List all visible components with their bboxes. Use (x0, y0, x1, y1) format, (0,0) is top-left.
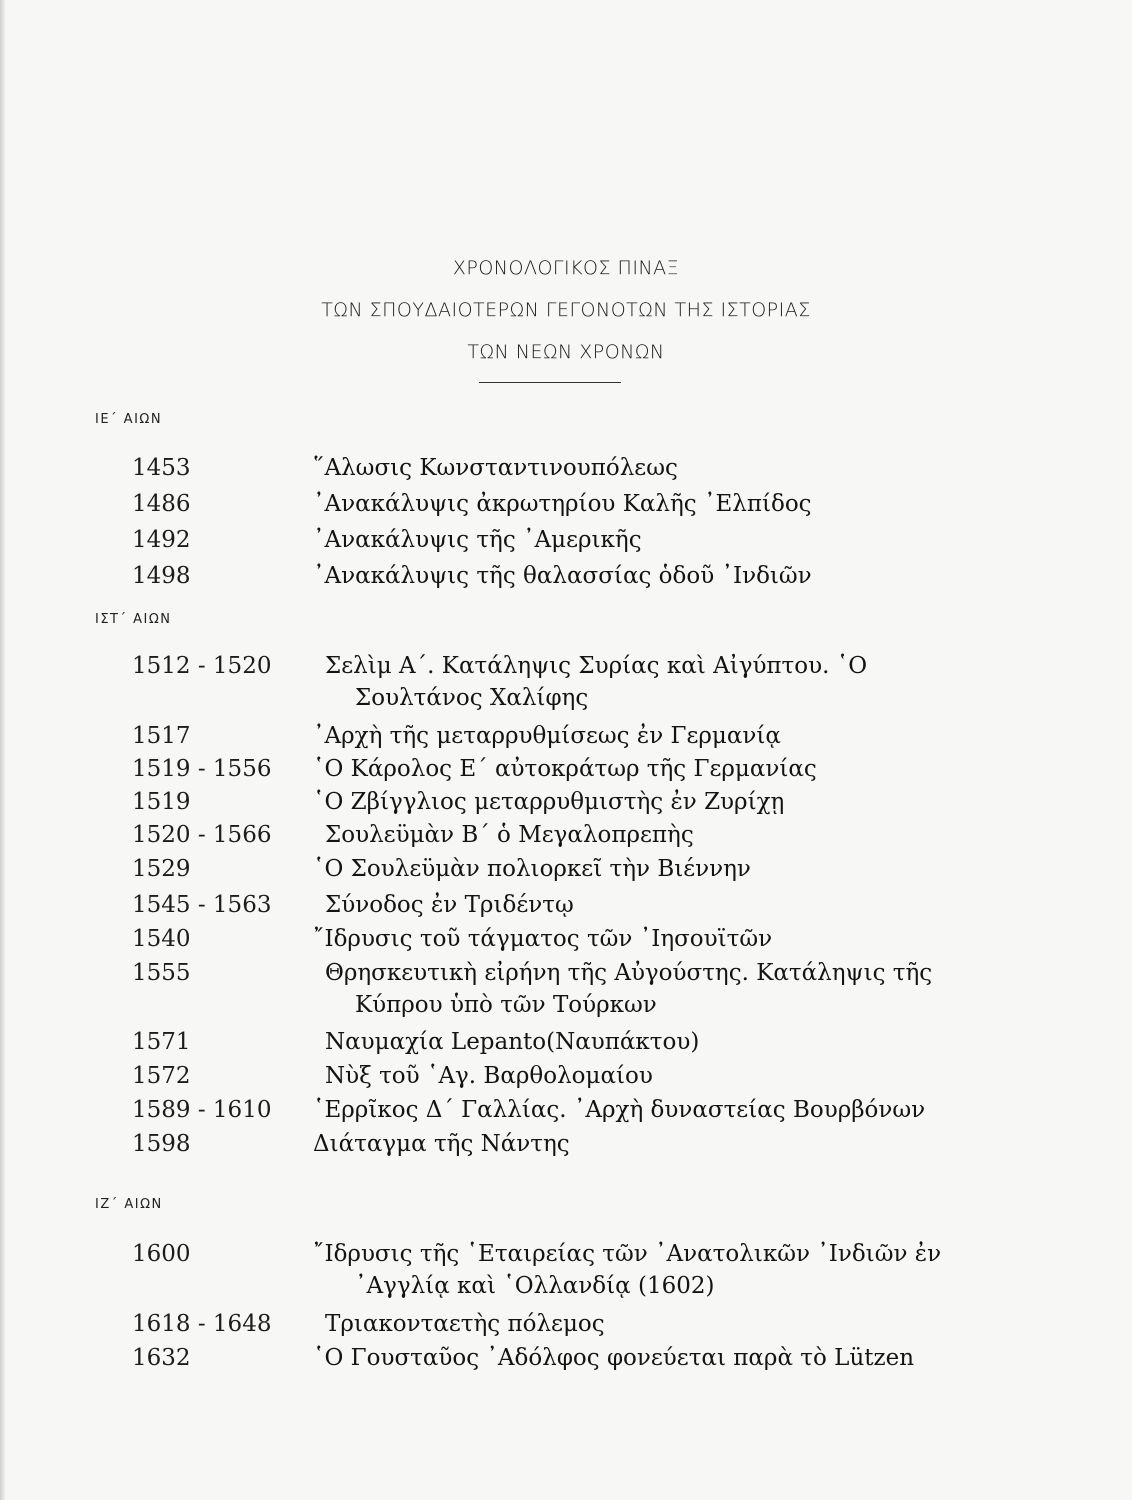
entry-event: ᾿Ανακάλυψις ἀκρωτηρίου Καλῆς ᾿Ελπίδος (313, 491, 812, 517)
section-label-15th-century: ΙΕ΄ ΑΙΩΝ (95, 412, 163, 427)
scan-edge (0, 0, 6, 1500)
entry-year: 1486 (132, 491, 191, 517)
entry-year: 1600 (132, 1241, 191, 1267)
page-subtitle-2: ΤΩΝ ΝΕΩΝ ΧΡΟΝΩΝ (467, 341, 665, 363)
entry-event: ῎Ιδρυσις τοῦ τάγματος τῶν ᾿Ιησουϊτῶν (313, 926, 773, 952)
page-subtitle: ΤΩΝ ΣΠΟΥΔΑΙΟΤΕΡΩΝ ΓΕΓΟΝΟΤΩΝ ΤΗΣ ΙΣΤΟΡΙΑΣ (321, 299, 811, 321)
entry-event: ᾿Ανακάλυψις τῆς θαλασσίας ὁδοῦ ᾿Ινδιῶν (313, 563, 812, 589)
entry-event: ᾿Ανακάλυψις τῆς ᾿Αμερικῆς (313, 527, 642, 553)
entry-event-continued: Κύπρου ὑπὸ τῶν Τούρκων (355, 992, 657, 1018)
entry-year: 1492 (132, 527, 191, 553)
entry-year: 1498 (132, 563, 191, 589)
entry-year: 1632 (132, 1345, 191, 1371)
entry-event: Θρησκευτικὴ εἰρήνη τῆς Αὐγούστης. Κατάληψις τῆς (325, 960, 933, 986)
entry-year: 1572 (132, 1063, 191, 1089)
entry-year: 1540 (132, 926, 191, 952)
entry-year: 1618 - 1648 (132, 1311, 272, 1337)
entry-year: 1529 (132, 856, 191, 882)
section-label-16th-century: ΙΣΤ΄ ΑΙΩΝ (95, 612, 172, 627)
entry-year: 1517 (132, 723, 191, 749)
entry-year: 1589 - 1610 (132, 1097, 272, 1123)
entry-year: 1519 - 1556 (132, 756, 272, 782)
entry-event: ῾Ο Γουσταῦος ᾿Αδόλφος φονεύεται παρὰ τὸ Lützen (313, 1345, 915, 1371)
entry-event: Τριακονταετὴς πόλεμος (325, 1311, 605, 1337)
entry-year: 1545 - 1563 (132, 892, 272, 918)
entry-event: ᾿Αρχὴ τῆς μεταρρυθμίσεως ἐν Γερμανίᾳ (313, 723, 781, 749)
entry-year: 1453 (132, 455, 191, 481)
entry-year: 1520 - 1566 (132, 822, 272, 848)
entry-year: 1519 (132, 789, 191, 815)
entry-event: Διάταγμα τῆς Νάντης (313, 1131, 570, 1157)
entry-event: ῞Αλωσις Κωνσταντινουπόλεως (313, 455, 678, 481)
entry-event-continued: Σουλτάνος Χαλίφης (355, 685, 589, 711)
entry-event: Σελὶμ Α΄. Κατάληψις Συρίας καὶ Αἰγύπτου. ῾Ο (325, 653, 868, 679)
entry-event: Σύνοδος ἐν Τριδέντῳ (325, 892, 574, 918)
entry-event: ῾Ο Κάρολος Ε΄ αὐτοκράτωρ τῆς Γερμανίας (313, 756, 817, 782)
section-label-17th-century: ΙΖ΄ ΑΙΩΝ (95, 1197, 163, 1212)
page-title: ΧΡΟΝΟΛΟΓΙΚΟΣ ΠΙΝΑΞ (452, 257, 680, 279)
entry-event: ῾Ο Σουλεϋμὰν πολιορκεῖ τὴν Βιέννην (313, 856, 751, 882)
entry-year: 1555 (132, 960, 191, 986)
entry-event: Σουλεϋμὰν Β΄ ὁ Μεγαλοπρεπὴς (325, 822, 694, 848)
entry-event: Ναυμαχία Lepanto(Ναυπάκτου) (325, 1029, 700, 1055)
entry-event-continued: ᾿Αγγλίᾳ καὶ ῾Ολλανδίᾳ (1602) (355, 1273, 715, 1299)
entry-event: ῾Ο Ζβίγγλιος μεταρρυθμιστὴς ἐν Ζυρίχῃ (313, 789, 785, 815)
entry-event: ῾Ερρῖκος Δ΄ Γαλλίας. ᾿Αρχὴ δυναστείας Βουρβόνων (313, 1097, 926, 1123)
entry-year: 1598 (132, 1131, 191, 1157)
entry-year: 1571 (132, 1029, 191, 1055)
entry-event: Νὺξ τοῦ ῾Αγ. Βαρθολομαίου (325, 1063, 653, 1089)
entry-event: ῎Ιδρυσις τῆς ῾Εταιρείας τῶν ᾿Ανατολικῶν ᾿Ινδιῶν ἐν (313, 1241, 942, 1267)
title-divider (479, 382, 621, 383)
entry-year: 1512 - 1520 (132, 653, 272, 679)
